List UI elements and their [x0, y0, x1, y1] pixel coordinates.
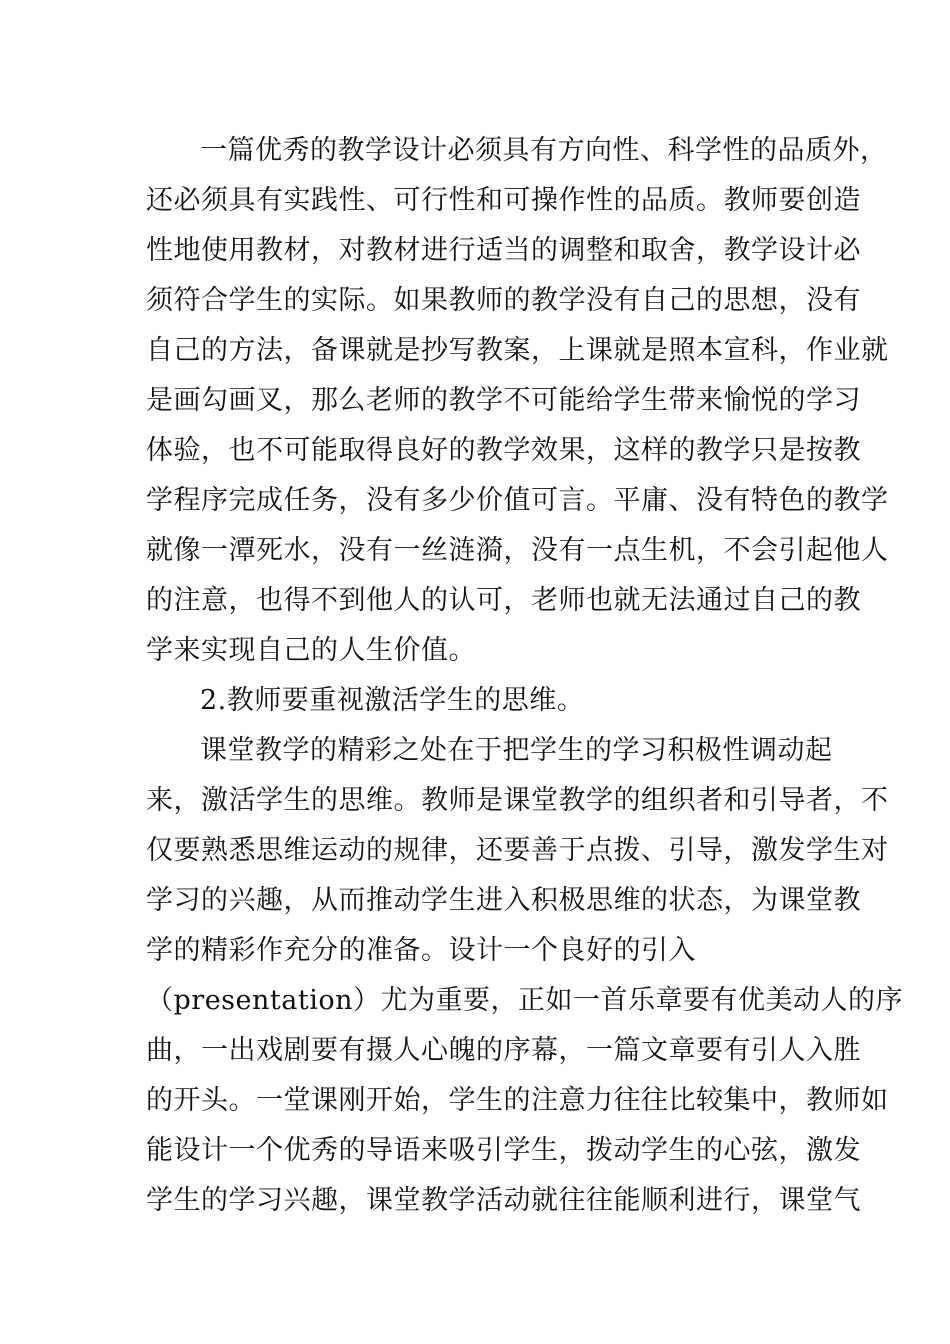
paragraph-line: 就像一潭死水，没有一丝涟漪，没有一点生机，不会引起他人	[146, 535, 889, 566]
body-text	[146, 126, 903, 1226]
paragraph-line: 须符合学生的实际。如果教师的教学没有自己的思想，没有	[146, 285, 861, 316]
section-heading: 2.教师要重视激活学生的思维。	[200, 685, 585, 716]
paragraph-line: 一篇优秀的教学设计必须具有方向性、科学性的品质外，	[200, 135, 888, 166]
paragraph-line: 体验，也不可能取得良好的教学效果，这样的教学只是按教	[146, 435, 861, 466]
paragraph-line: （presentation）尤为重要，正如一首乐章要有优美动人的序	[146, 985, 903, 1016]
paragraph-line: 的开头。一堂课刚开始，学生的注意力往往比较集中，教师如	[146, 1085, 889, 1116]
paragraph-line: 是画勾画叉，那么老师的教学不可能给学生带来愉悦的学习	[146, 385, 861, 416]
paragraph-line: 还必须具有实践性、可行性和可操作性的品质。教师要创造	[146, 185, 861, 216]
paragraph-line: 自己的方法，备课就是抄写教案，上课就是照本宣科，作业就	[146, 335, 889, 366]
paragraph-line: 来，激活学生的思维。教师是课堂教学的组织者和引导者，不	[146, 785, 889, 816]
paragraph-line: 能设计一个优秀的导语来吸引学生，拨动学生的心弦，激发	[146, 1135, 861, 1166]
paragraph-line: 学习的兴趣，从而推动学生进入积极思维的状态，为课堂教	[146, 885, 861, 916]
paragraph-line: 学生的学习兴趣，课堂教学活动就往往能顺利进行，课堂气	[146, 1185, 861, 1216]
paragraph-line: 学来实现自己的人生价值。	[146, 635, 476, 666]
paragraph-line: 性地使用教材，对教材进行适当的调整和取舍，教学设计必	[146, 235, 861, 266]
paragraph-line: 学的精彩作充分的准备。设计一个良好的引入	[146, 935, 696, 966]
paragraph-line: 曲，一出戏剧要有摄人心魄的序幕，一篇文章要有引人入胜	[146, 1035, 861, 1066]
paragraph-line: 仅要熟悉思维运动的规律，还要善于点拨、引导，激发学生对	[146, 835, 889, 866]
paragraph-line: 的注意，也得不到他人的认可，老师也就无法通过自己的教	[146, 585, 861, 616]
paragraph-line: 学程序完成任务，没有多少价值可言。平庸、没有特色的教学	[146, 485, 889, 516]
paragraph-line: 课堂教学的精彩之处在于把学生的学习积极性调动起	[200, 735, 833, 766]
